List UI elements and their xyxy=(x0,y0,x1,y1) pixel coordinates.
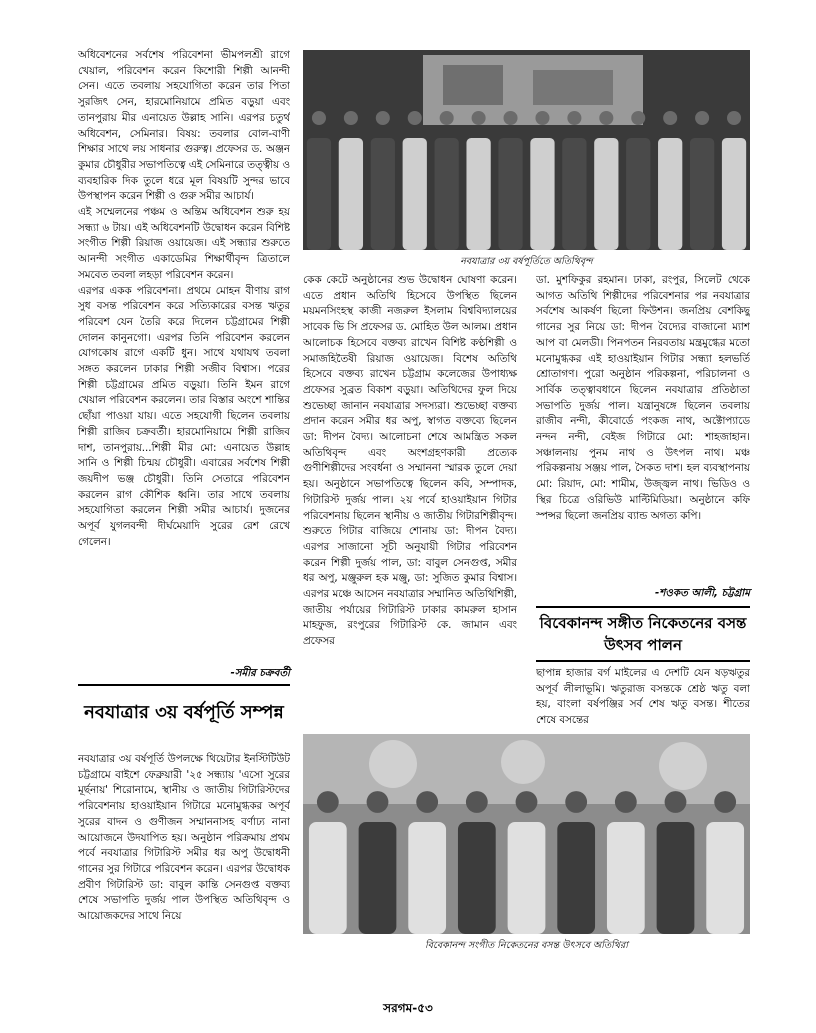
column-middle-text: কেক কেটে অনুষ্ঠানের শুভ উদ্বোধন ঘোষণা করেন। এতে প্রধান অতিথি হিসেবে উপস্থিত ছিলেন ময়মনসিংহস্থ কাজী নজরুল ইসলাম বিশ্ববিদ্যালয়ের সাবেক ভি সি প্রফেসর ড. মোহিত উল আলম। প্রধান আলোচক হিসেবে বক্তব্য রাখেন বিশিষ্ট কণ্ঠশিল্পী ও সমাজহিতৈষী রিয়াজ ওয়ায়েজ। বিশেষ অতিথি হিসেবে বক্তব্য রাখেন চট্টগ্রাম কলেজের উপাধ্যক্ষ প্রফেসর সুব্রত বিকাশ বড়ুয়া। অতিথিদের ফুল দিয়ে শুভেচ্ছা জানান নবযাত্রার সদস্যরা। শুভেচ্ছা বক্তব্য প্রদান করেন সমীর ধর অপু, স্বাগত বক্তব্যে ছিলেন ডা: দীপন বৈদ্য। আলোচনা শেষে আমন্ত্রিত সকল অতিথিবৃন্দ এবং অংশগ্রহণকারী প্রত্যেক গুণীশিল্পীদের সংবর্ধনা ও সম্মাননা স্মারক তুলে দেয়া হয়। অনুষ্ঠানে সভাপতিত্বে ছিলেন কবি, সম্পাদক, গিটারিস্ট দুর্জয় পাল। ২য় পর্বে হাওয়াইয়ান গিটার পরিবেশনায় ছিলেন স্থানীয় ও জাতীয় গিটারশিল্পীবৃন্দ। শুরুতে গিটার বাজিয়ে শোনায় ডা: দীপন বৈদ্য। এরপর সাজানো সূচী অনুযায়ী গিটার পরিবেশন করেন শিল্পী দুর্জয় পাল, ডা: বাবুল সেনগুপ্ত, সমীর ধর অপু, মঞ্জুরুল হক মঞ্জু, ডা: সুজিত কুমার বিশ্বাস। এরপর মঞ্চে আসেন নবযাত্রার সম্মানিত অতিথিশিল্পী, জাতীয় পর্যায়ের গিটারিস্ট ঢাকার কামরুল হাসান মাহফুজ, রংপুরের গিটারিস্ট কে. জামান এবং প্রফেসর xyxy=(303,274,517,648)
column-left-article-text: নবযাত্রার ৩য় বর্ষপূর্তি উপলক্ষে থিয়েটার ইনস্টিটিউট চট্টগ্রামে বাইশে ফেব্রুয়ারী '২৫ সন্ধ্যায় 'এসো সুরের মূর্ছনায়' শিরোনামে, স্থানীয় ও জাতীয় গিটারিস্টদের পরিবেশনায় হাওয়াইয়ান গিটারে মনোমুগ্ধকর অপূর্ব সুরের বাদন ও গুণীজন সম্মাননাসহ বর্ণাঢ্য নানা আয়োজনে উদযাপিত হয়। অনুষ্ঠান পরিক্রমায় প্রথম পর্বে নবযাত্রার গিটারিস্ট সমীর ধর অপু উদ্বোধনী গানের সুর গিটারে পরিবেশন করেন। এরপর উদ্বোধক প্রবীণ গিটারিস্ট ডা: বাবুল কান্তি সেনগুপ্ত বক্তব্য শেষে সভাপতি দুর্জয় পাল উপস্থিত অতিথিবৃন্দ ও আয়োজকদের সাথে নিয়ে xyxy=(78,753,290,923)
author-signature: -শওকত আলী, চট্টগ্রাম xyxy=(654,587,750,599)
photo-caption: বিবেকানন্দ সংগীত নিকেতনের বসন্ত উৎসবে অতিথিরা xyxy=(425,940,628,951)
paragraph: অধিবেশনের সর্বশেষ পরিবেশনা ভীমপলশ্রী রাগে খেয়াল, পরিবেশন করেন কিশোরী শিল্পী আনন্দী সেন। এতে তবলায় সহযোগিতা করেন তার পিতা সুরজিৎ সেন, হারমোনিয়ামে প্রমিত বড়ুয়া এবং তানপুরায় মীর এনায়েত উল্লাহ সানি। এরপর চতুর্থ অধিবেশন, সেমিনার। বিষয়: তবলার বোল-বাণী শিক্ষার সাথে লয় সাধনার গুরুত্ব। প্রফেসর ড. অঞ্জন কুমার চৌধুরীর সভাপতিত্বে এই সেমিনারে তত্ত্বীয় ও ব্যবহারিক দিক তুলে ধরে মূল বিষয়টি সুন্দর ভাবে উপস্থাপন করেন শিল্পী ও গুরু সমীর আচার্য। xyxy=(78,49,290,203)
column-right-text: ডা. মুশফিকুর রহমান। ঢাকা, রংপুর, সিলেট থেকে আগত অতিথি শিল্পীদের পরিবেশনার পর নবযাত্রার সর্বশেষ আকর্ষণ ছিলো ফিউশন। জনপ্রিয় বেশকিছু গানের সুর নিয়ে ডা: দীপন বৈদ্যের বাজানো ম্যাশ আপ বা মেলডী। পিনপতন নিরবতায় মন্ত্রমুগ্ধের মতো মনোমুগ্ধকর এই হাওয়াইয়ান গিটার সন্ধ্যা হলভর্তি শ্রোতাগণ। পুরো অনুষ্ঠান পরিকল্পনা, পরিচালনা ও সার্বিক তত্ত্বাবধানে ছিলেন নবযাত্রার প্রতিষ্ঠাতা সভাপতি দুর্জয় পাল। যন্ত্রানুষঙ্গে ছিলেন তবলায় রাজীব নন্দী, কীবোর্ডে পংকজ নাথ, অক্টোপ্যাডে নন্দন নন্দী, বেইজ গিটারে মো: শাহজাহান। সঞ্চালনায় পুনম নাথ ও উৎপল নাথ। মঞ্চ পরিকল্পনায় সঞ্জয় পাল, সৈকত দাশ। হল ব্যবস্থাপনায় মো: রিয়াদ, মো: শামীম, উজ্জ্বল নাথ। ভিডিও ও স্থির চিত্রে ওরিভিউ মাল্টিমিডিয়া। অনুষ্ঠানে কফি স্পন্সর ছিলো জনপ্রিয় ব্যান্ড অগত্য কপি। xyxy=(536,274,750,522)
group-photo-spring-festival xyxy=(303,734,750,934)
heading-rule xyxy=(536,606,750,608)
paragraph: এই সম্মেলনের পঞ্চম ও অন্তিম অধিবেশন শুরু হয় সন্ধ্যা ৬ টায়। এই অধিবেশনটি উদ্বোধন করেন বিশিষ্ট সংগীত শিল্পী রিয়াজ ওয়ায়েজ। এই সন্ধ্যার শুরুতে আনন্দী সংগীত একাডেমির শিক্ষার্থীবৃন্দ ত্রিতালে সমবেত তবলা লহড়া পরিবেশন করেন। xyxy=(78,206,290,281)
heading-rule xyxy=(78,684,290,686)
photo-caption: নবযাত্রার ৩য় বর্ষপূর্তিতে অতিথিবৃন্দ xyxy=(460,256,593,267)
article-vivekananda-text: ছাপান্ন হাজার বর্গ মাইলের এ দেশটি যেন ষড়ঋতুর অপূর্ব লীলাভূমি। ঋতুরাজ বসন্তকে শ্রেষ্ঠ ঋতু বলা হয়, বাংলা বর্ষপঞ্জির সর্ব শেষ ঋতু বসন্ত। শীতের শেষে বসন্তের xyxy=(536,667,750,727)
heading-rule xyxy=(536,660,750,662)
article-heading-anniversary: নবযাত্রার ৩য় বর্ষপূর্তি সম্পন্ন xyxy=(84,702,284,723)
paragraph: এরপর একক পরিবেশনা। প্রথমে মোহন বীণায় রাগ সুধ বসন্ত পরিবেশন করে সত্যিকারের বসন্ত ঋতুর পরিবেশ যেন তৈরি করে দিলেন চট্টগ্রামের শিল্পী দোলন কানুনগো। এরপর তিনি পরিবেশন করলেন যোগকোষ রাগে একটি ধুন। সাথে যথাযথ তবলা সঙ্গত করলেন ঢাকার শিল্পী সজীব বিশ্বাস। পরের শিল্পী চট্টগ্রামের প্রমিত বড়ুয়া। তিনি ইমন রাগে খেয়াল পরিবেশন করলেন। তার বিস্তার অংশে শান্তির ছোঁয়া পাওয়া যায়। এতে সহযোগী ছিলেন তবলায় শিল্পী রাজিব চক্রবর্তী। হারমোনিয়ামে শিল্পী রাজিব দাশ, তানপুরায়...শিল্পী মীর মো: এনায়েত উল্লাহ সানি ও শিল্পী চিন্ময় চৌধুরী। এবারের সর্বশেষ শিল্পী জয়দীপ ভঞ্জ চৌধুরী। তিনি সেতারে পরিবেশন করলেন রাগ কৌশিক ধ্বনি। তার সাথে তবলায় সহযোগিতা করলেন শিল্পী সমীর আচার্য। দুজনের অপূর্ব যুগলবন্দী দীর্ঘমেয়াদি সুরের রেশ রেখে গেলেন। xyxy=(78,284,290,548)
page-number: সরগম-৫৩ xyxy=(383,1001,433,1015)
author-signature: -সমীর চক্রবর্তী xyxy=(230,667,290,679)
article-heading-vivekananda: বিবেকানন্দ সঙ্গীত নিকেতনের বসন্ত উৎসব পালন xyxy=(539,614,747,654)
group-photo-drawing xyxy=(303,734,750,934)
group-photo-drawing xyxy=(303,50,750,250)
column-left-text xyxy=(78,48,290,663)
group-photo-anniversary xyxy=(303,50,750,250)
